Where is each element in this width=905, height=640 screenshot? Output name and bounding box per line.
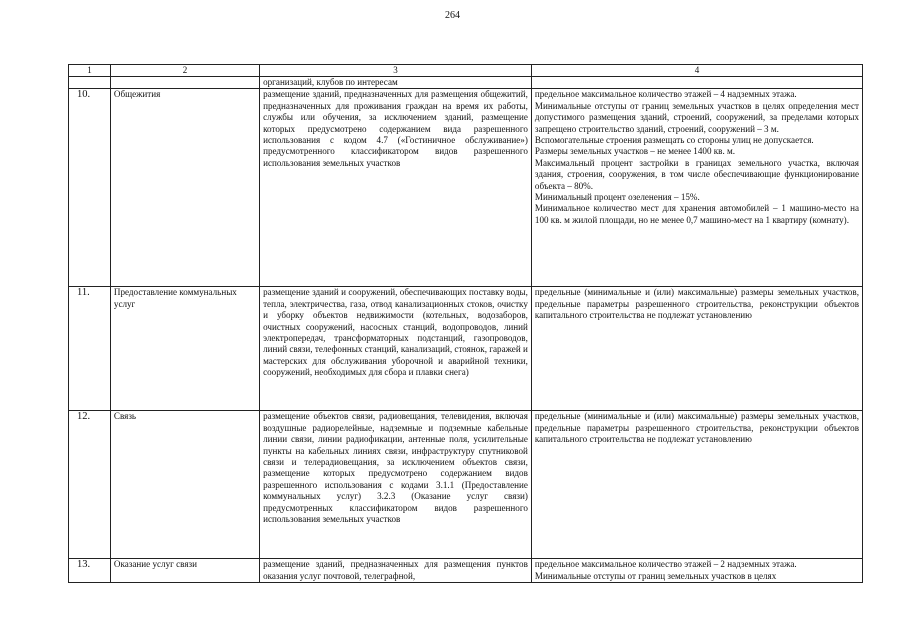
row-number: 10. <box>69 89 111 287</box>
column-header-4: 4 <box>531 65 862 77</box>
cell-desc: организаций, клубов по интересам <box>260 77 532 89</box>
parameter-line: Минимальные отступы от границ земельных участков в целях определения мест допустимого размещения зданий, строений, сооружений, за пределами которых запрещено строительство зданий, строений, сооружений – 3 м. <box>534 100 859 134</box>
use-type-parameters <box>531 411 862 559</box>
parameter-line: Минимальное количество мест для хранения автомобилей – 1 машино-место на 100 кв. м жилой площади, но не менее 0,7 машино-мест на 1 квартиру (комнату). <box>534 203 859 225</box>
parameter-line: Максимальный процент застройки в границах земельного участка, включая здания, строения, сооружения, в том числе обеспечивающие функционирование объекта – 80%. <box>534 157 859 191</box>
row-number: 12. <box>69 411 111 559</box>
parameter-line: предельные (минимальные и (или) максимальные) размеры земельных участков, предельные параметры разрешенного строительства, реконструкции объектов капитального строительства не подлежат установлению <box>534 287 859 321</box>
column-header-3: 3 <box>260 65 532 77</box>
parameter-line: предельные (минимальные и (или) максимальные) размеры земельных участков, предельные параметры разрешенного строительства, реконструкции объектов капитального строительства не подлежат установлению <box>534 411 859 445</box>
parameter-line: Минимальный процент озеленения – 15%. <box>534 192 700 203</box>
regulations-table <box>68 64 863 583</box>
use-type-description: размещение объектов связи, радиовещания, телевидения, включая воздушные радиорелейные, надземные и подземные кабельные линии связи, линии радиофикации, антенные поля, усилительные пункты на кабельных линиях связи, инфраструктуру спутниковой связи и телерадиовещания, за исключением объектов связи, размещение которых предусмотрено содержанием видов разрешенного использования с кодами 3.1.1 (Предоставление коммунальных услуг) 3.2.3 (Оказание услуг связи) предусмотренных классификатором видов разрешенного использования земельных участков <box>260 411 532 559</box>
column-header-2: 2 <box>110 65 259 77</box>
use-type-parameters <box>531 89 862 287</box>
use-type-name: Общежития <box>110 89 259 287</box>
parameter-line: Размеры земельных участков – не менее 1400 кв. м. <box>534 146 736 157</box>
table-row-continuation <box>69 77 863 89</box>
cell-num <box>69 77 111 89</box>
use-type-description: размещение зданий и сооружений, обеспечивающих поставку воды, тепла, электричества, газа, отвод канализационных стоков, очистку и уборку объектов недвижимости (котельных, водозаборов, очистных сооружений, насосных станций, водопроводов, линий электропередач, трансформаторных подстанций, газопроводов, линий связи, телефонных станций, канализаций, стоянок, гаражей и мастерских для обслуживания уборочной и аварийной техники, сооружений, необходимых для сбора и плавки снега) <box>260 287 532 411</box>
use-type-parameters <box>531 559 862 583</box>
row-number: 13. <box>69 559 111 583</box>
parameter-line: предельное максимальное количество этажей – 2 надземных этажа. <box>534 559 797 570</box>
table-row <box>69 287 863 411</box>
cell-params <box>531 77 862 89</box>
page-number: 264 <box>445 10 460 21</box>
parameter-line: Вспомогательные строения размещать со стороны улиц не допускается. <box>534 135 814 146</box>
use-type-parameters <box>531 287 862 411</box>
table-row <box>69 411 863 559</box>
cell-name <box>110 77 259 89</box>
table-row <box>69 559 863 583</box>
row-number: 11. <box>69 287 111 411</box>
use-type-description: размещение зданий, предназначенных для размещения пунктов оказания услуг почтовой, телеграфной, <box>260 559 532 583</box>
use-type-name: Предоставление коммунальных услуг <box>110 287 259 411</box>
use-type-description: размещение зданий, предназначенных для размещения общежитий, предназначенных для проживания граждан на время их работы, службы или обучения, за исключением зданий, размещение которых предусмотрено содержанием вида разрешенного использования с кодом 4.7 («Гостиничное обслуживание») предусмотренного классификатором видов разрешенного использования земельных участков <box>260 89 532 287</box>
table-header-row <box>69 65 863 77</box>
use-type-name: Связь <box>110 411 259 559</box>
parameter-line: предельное максимальное количество этажей – 4 надземных этажа. <box>534 89 797 100</box>
use-type-name: Оказание услуг связи <box>110 559 259 583</box>
table-row <box>69 89 863 287</box>
column-header-1: 1 <box>69 65 111 77</box>
parameter-line: Минимальные отступы от границ земельных участков в целях <box>534 570 777 581</box>
